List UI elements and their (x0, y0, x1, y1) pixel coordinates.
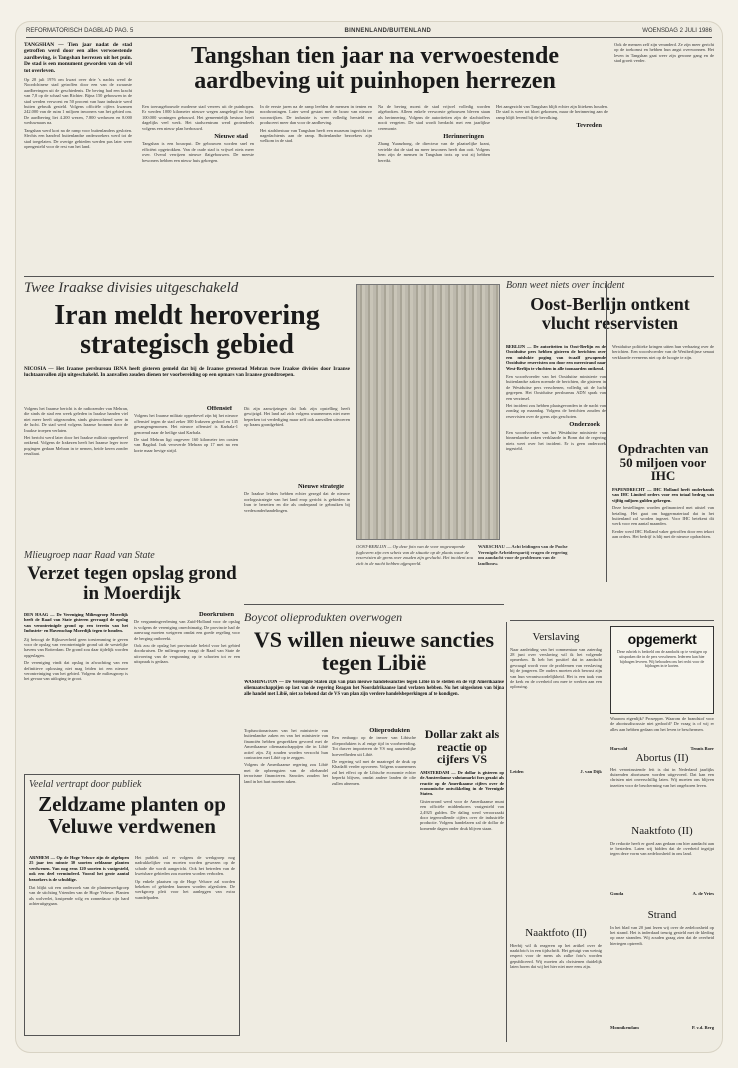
moerdijk-lead: DEN HAAG — De Vereniging Milieugroep Moerdijk heeft de Raad van State gisteren gevraagd de opslag van verontreinigde grond op een terrein van het Industrie- en Havenschap Moerdijk tegen te houden. (24, 612, 128, 634)
verslaving-body: Naar aanleiding van het commentaar van zaterdag 28 juni over verslaving wil ik het volgende opmerken. Ik heb het positief dat in aandacht gevraagd wordt voor de problemen van verslaving bij de jongeren. De ouders moeten zich bewust zijn van hun verantwoordelijkheid. Het is een taak van de kerk en de overheid om mee te werken aan een oplossing. (510, 646, 602, 690)
tangshan-body-8: Zhang Yuanzhong, de directeur van de plaatselijke krant, vertelde dat de stad nu meer inwoners heeft dan ooit. Volgens hem zijn de mensen in Tangshan trots op wat zij hebben bereikt. (378, 141, 490, 163)
veluwe-headline: Zeldzame planten op Veluwe verdwenen (38, 792, 226, 839)
moerdijk-kicker: Mlieugroep naar Raad van State (24, 550, 155, 561)
verslaving-letter (510, 632, 602, 922)
moerdijk-body-2: De vereniging vindt dat opslag in afwachting van een definitieve oplossing niet mag leiden tot een nieuwe verontreiniging van het gebied. Volgens de milieugroep is het gevaar van uitloging te groot. (24, 660, 128, 682)
column-rule (606, 282, 607, 582)
iran-col-2 (134, 406, 238, 480)
libie-col-1 (244, 728, 328, 1028)
iran-subhead-1: Offensief (206, 406, 232, 412)
dollar-lead: AMSTERDAM — De dollar is gisteren op de Amsterdamse valutamarkt fors gezakt als reactie op de Amerikaanse cijfers over de economische ontwikkeling in de Verenigde Staten. (420, 769, 504, 797)
abortus-signature-right: Tennis Boer (690, 746, 714, 751)
tangshan-body-2: Tangshan werd kort na de ramp voor buitenlanders gesloten. Slechts een handvol buitenlandse onderzoekers werd tot de stad toegelaten. De overige gebieden werden pas later weer opengesteld voor de rest van het land. (24, 127, 132, 149)
ihc-lead: PAPENDRECHT — IHC Holland heeft onderhands van IHC Limited orders voor een totaal bedrag van vijftig miljoen gulden gekregen. (612, 486, 714, 503)
libie-subhead-1: Olieprodukten (369, 728, 410, 734)
iran-body-4: De stad Mehran ligt ongeveer 160 kilometer ten oosten van Bagdad. Irak veroverde Mehran op 17 mei na een korte maar hevige strijd. (134, 437, 238, 453)
tangshan-body-10: Ook de mensen zelf zijn veranderd. Ze zijn meer gericht op de toekomst en hebben hun angst overwonnen. Het leven in Tangshan gaat weer zijn gewone gang en de stad groeit verder. (614, 42, 714, 64)
abortus-intro: Waarom eigenlijk? Prosepper. Waarom de brandstof voor de abortusdiscussie niet gedoofd? De vraag is of wij er alles aan hebben gedaan om het leven te beschermen. (610, 716, 714, 732)
tangshan-body-7: Na de beving moest de stad vrijwel volledig worden afgebroken. Alleen enkele verwoeste gebouwen bleven staan als herinnering. Volgens de autoriteiten zijn de slachtoffers nooit vergeten. De stad wordt herdacht met een jaarlijkse ceremonie. (378, 104, 490, 131)
iran-body-6: Dit zijn aanwijzingen dat Irak zijn opstelling heeft gewijzigd. Het land zal zich volgens waarnemers niet meer beperken tot verdediging maar zelf ook aanvallen uitvoeren op Iraans grondgebied. (244, 406, 350, 428)
tangshan-col-4 (378, 104, 490, 270)
veluwe-article (24, 774, 240, 1036)
tangshan-article (24, 42, 714, 274)
strand-signature-place: Monnikendam (610, 1024, 639, 1030)
opgemerkt-box (610, 626, 714, 714)
page-header (26, 28, 712, 38)
libie-col-2 (332, 728, 416, 1028)
dollar-text (420, 770, 504, 1008)
header-left: REFORMATORISCH DAGBLAD PAG. 5 (26, 28, 134, 34)
dollar-body: Gisteravond werd voor de Amerikaanse munt een officiële middenkoers vastgesteld van 2,4925 gulden. De daling werd veroorzaakt door tegenvallende cijfers over de industriële productie. Volgens handelaren zal de dollar de komende dagen onder druk blijven staan. (420, 798, 504, 831)
strand-signature (610, 1025, 714, 1030)
veluwe-lead: ARNHEM — Op de Hoge Veluwe zijn de afgelopen 25 jaar ten minste 30 soorten zeldzame planten verdwenen. Van nog eens 120 soorten is vastgesteld, ook een deel verminderd. Vooral het grote aantal bezoekers is de schuldige. (29, 855, 129, 882)
border-photo (356, 284, 500, 540)
moerdijk-body-3: De vergunningverlening van Zuid-Holland voor de opslag is volgens de vereniging onrechtmatig. De provincie had de aanvraag moeten weigeren omdat een goede regeling voor de berging ontbreekt. (134, 619, 240, 641)
tangshan-body-5: In de eerste jaren na de ramp leefden de mensen in tenten en noodwoningen. Later werd gestart met de bouw van nieuwe woonwijken. De industrie is weer volledig hersteld en produceert meer dan voor de aardbeving. (260, 104, 372, 126)
iran-lead: NICOSIA — Het Iraanse persbureau IRNA heeft gisteren gemeld dat bij de Iraanse grensstad Mehran twee Iraakse divisies door Iraanse luchtaanvallen zijn uitgeschakeld. In aanvallen zouden dienen ter voorbereiding op een opmars van Iraanse grondtroepen. (24, 365, 350, 378)
libie-article (244, 610, 504, 1030)
iran-body-5: De Iraakse leiders hebben echter gezegd dat de nieuwe oorlogsstrategie van het land erop gericht is gebieden in Iran te bezetten en die als onderpand te gebruiken bij vredesonderhandelingen. (244, 491, 350, 513)
oostberlijn-col-1 (506, 344, 606, 580)
libie-body-4: De regering wil met de maatregel de druk op Khadaffi verder opvoeren. Volgens waarnemers zal het effect op de Libische economie echter beperkt blijven, omdat andere landen de olie zullen afnemen. (332, 759, 416, 786)
iran-body-1: Volgens het Iraanse bericht is de radiozender van Mehran, die sinds de stad een week geleden in Iraakse handen viel niet meer heeft uitgezonden, sinds gisterochtend weer in de lucht. De stad werd volgens Iraanse bronnen door de Iraakse troepen verlaten. (24, 406, 128, 433)
iran-col-3 (244, 406, 350, 480)
moerdijk-article (24, 550, 240, 768)
naaktfoto-body: Hierbij wil ik reageren op het artikel over de naaktfoto's in een tijdschrift. Het getuigt van weinig respect voor de mens als zulke foto's worden gepubliceerd. Wij moeten als christenen duidelijk laten horen dat wij het hier niet mee eens zijn. (510, 942, 602, 970)
veluwe-col-2 (135, 855, 235, 1031)
column-rule (510, 620, 714, 621)
abortus-body: Het verontrustende feit is dat in Nederland jaarlijks duizenden abortussen worden uitgevoerd. Dat kan een christen niet onverschillig laten. Wij moeten ons blijven inzetten voor de bescherming van het ongeboren leven. (610, 766, 714, 788)
naaktfoto-title: Naaktfoto (II) (631, 825, 693, 837)
strand-letter (610, 910, 714, 1038)
moerdijk-headline: Verzet tegen opslag grond in Moerdijk (27, 563, 237, 604)
iran-col-3b (244, 484, 350, 586)
iran-body-2: Het bericht werd later door het Iraakse militair opperbevel ontkend. Volgens de Irakezen heeft het Iraanse leger twee pogingen gedaan Mehran in te nemen, beide keren zonder resultaat. (24, 435, 128, 457)
tangshan-col-1 (24, 42, 132, 270)
naaktfoto-body-b: De redactie heeft er goed aan gedaan om hier aandacht aan te besteden. Laten wij bidden dat de overheid ingrijpt tegen deze vorm van zedeloosheid in ons land. (610, 840, 714, 857)
moerdijk-body-1: Zij betoogt de Rijksoverheid geen toestemming te geven voor de opslag van verontreinigde grond uit de westelijke havens van Rotterdam. De grond zou daar tijdelijk worden opgeslagen. (24, 636, 128, 658)
iran-col-1 (24, 406, 128, 480)
abortus-signature (610, 746, 714, 751)
verslaving-signature (510, 769, 602, 774)
veluwe-body-3: Op enkele plaatsen op de Hoge Veluwe zal worden bekeken of gebieden kunnen worden afgesloten. De werkgroep pleit voor het aanleggen van extra wandelpaden. (135, 878, 235, 900)
dollar-article (420, 728, 504, 1028)
tangshan-col-6 (614, 42, 714, 270)
divider (24, 276, 714, 277)
tangshan-body-6: Het stadsbestuur van Tangshan heeft een museum ingericht ter nagedachtenis aan de ramp. Buitenlandse bezoekers zijn welkom in de stad. (260, 127, 372, 144)
libie-kicker: Boycot olieprodukten overwogen (244, 610, 403, 624)
oostberlijn-lead: BERLIJN — De autoriteiten in Oost-Berlijn en de Oostduitse pers hebben gisteren de berichten over een mislukte poging van twaalf gewapende Oostduitse reservisten om door een meerstrand naar West-Berlijn te vluchten in alle toonaarden ontkend. (506, 344, 606, 371)
strand-title: Strand (647, 909, 677, 921)
abortus-letter (610, 716, 714, 826)
column-rule (506, 622, 507, 1042)
opgemerkt-logo: opgemerkt (627, 631, 697, 647)
veluwe-kicker: Veelal vertrapt door publiek (29, 779, 142, 790)
photo-caption: OOST-BERLIJN — Op deze foto van de voor ongewapende fuglovern zijn een schets van de situatie op de plaats waar de reservisten de grens over zouden zijn gevlucht. Het incident zou zich in de nacht hebben afgespeeld. (356, 544, 474, 566)
strand-signature-name: P. v.d. Berg (691, 1024, 714, 1030)
strand-body: In het blad van 20 juni lezen wij over de zedeloosheid op het strand. Het is inderdaad treurig gesteld met de kleding op onze stranden. Wij zouden graag zien dat de overheid hiertegen optreedt. (610, 924, 714, 946)
tangshan-body-3: Een toerusgebouwde moderne stad verrees uit de puinhopen. Er werden 1000 kilometer nieuwe wegen aangelegd en bijna 100.000 woningen gebouwd. Het gemeentelijk bestuur heeft dagelijks veel werk. Het stadscentrum werd grotendeels volgens een nieuw plan herbouwd. (142, 104, 254, 131)
tangshan-col-3 (260, 104, 372, 270)
tangshan-subhead-3: Tevreden (576, 122, 602, 130)
newspaper-page (16, 22, 722, 1052)
verslaving-title: Verslaving (532, 631, 580, 643)
tangshan-subhead-1: Nieuwe stad (214, 133, 248, 141)
oostberlijn-col-2 (612, 344, 714, 440)
naaktfoto-signature-name: A. de Vries (692, 890, 714, 896)
libie-lead: WASHINGTON — De Verenigde Staten zijn van plan nieuwe handelssancties tegen Libië in te stellen en de vijf Amerikaanse oliemaatschappijen op last van de regering Reagan het Noordafrikaanse land verlaten hebben. Nu het uitgesloten van bijna alle handel met Libië, niet zo bekend dat de VS van plan zijn verdere handelsbeperkingen af te kondigen. (244, 680, 504, 697)
libie-body-3: Een embargo op de invoer van Libische olieprodukten is al enige tijd in voorbereiding. Tot dusver importeren de VS nog aanzienlijke hoeveelheden uit Libië. (332, 735, 416, 757)
ihc-body-2: Eerder werd IHC Holland vaker getroffen door een tekort aan orders. Het bedrijf is blij met de nieuwe opdrachten. (612, 528, 714, 540)
abortus-signature-left: Harwold (610, 746, 628, 751)
ihc-headline: Opdrachten van 50 miljoen voor IHC (617, 441, 709, 484)
moerdijk-body-4: Ook zou de opslag het provinciale beleid voor het gebied doorkruisen. De milieugroep vraagt de Raad van State de uitvoering van de vergunning op te schorten tot er een uitspraak is gedaan. (134, 643, 240, 665)
dollar-headline: Dollar zakt als reactie op cijfers VS (424, 727, 500, 767)
tangshan-col-5 (496, 104, 608, 270)
header-section: BINNENLAND/BUITENLAND (344, 28, 432, 34)
tangshan-subhead-2: Herinneringen (443, 133, 484, 141)
veluwe-body-2: Het publiek zal er volgens de werkgroep nog nadrukkelijker van moeten worden gewezen op de schade die wordt aangericht. Ook het betreden van de kwetsbare gebieden zou moeten worden verboden. (135, 855, 235, 877)
ihc-article (612, 442, 714, 602)
moerdijk-col-1 (24, 612, 128, 768)
tangshan-lead: TANGSHAN — Tien jaar nadat de stad getroffen werd door een alles verwoestende aardbeving, is Tangshan herrezen uit het puin. De stad is een monument geworden van de wil tot overleven. (24, 42, 132, 74)
naaktfoto-ii-title: Naaktfoto (II) (525, 927, 587, 939)
column-rule (244, 604, 504, 605)
oostberlijn-body-3: Een woordvoerder van het Westduitse ministerie van binnenlandse zaken verklaarde in Bonn dat de regering niets weet over het incident. Er is geen onderzoek ingesteld. (506, 429, 606, 451)
tangshan-body-1: Op 28 juli 1976 om kwart over drie 's nachts werd de Noordchinese stad getroffen door een van de zwaarste aardbevingen uit de geschiedenis. De beving had een kracht van 7,8 op de schaal van Richter. Bijna 150 gebouwen in de stad werden verwoest en 50 procent van haar industrie werd buiten gebruik gesteld. Volgens officiële cijfers kwamen 242.000 van de ruim 1 miljoen inwoners van het gebied om. De aardbeving liet 4.200 wezen, 7.800 weduwen en 8.000 weduwnaars na. (24, 77, 132, 126)
oostberlijn-body-1: Een woordvoerder van het Oostduitse ministerie van buitenlandse zaken noemde de berichten, die gisteren in de Westduitse pers verschenen, volledig uit de lucht gegrepen. Het Oostduitse persbureau ADN sprak van een verzinsel. (506, 374, 606, 401)
opgemerkt-text: Deze rubriek is bedoeld om de aandacht op te vestigen op uitspraken die in de pers verschenen. Iedereen kan hier bijdragen leveren. Wij behouden ons het recht voor de bijdragen in te korten. (617, 650, 707, 669)
naaktfoto-signature (610, 891, 714, 896)
verslaving-signature-name: J. van Dijk (580, 768, 602, 774)
oostberlijn-subhead-1: Onderzoek (569, 421, 600, 429)
tangshan-body-4: Tangshan is een bouwput. De gebouwen worden snel en efficiënt opgetrokken. Van de oude stad is vrijwel niets meer over. Overal verrijzen nieuwe flatgebouwen. De meeste bewoners hebben een nieuw huis gekregen. (142, 141, 254, 163)
tangshan-col-2 (142, 104, 254, 270)
naaktfoto-letter (610, 826, 714, 906)
libie-body-2: Volgens de Amerikaanse regering zou Libië met de opbrengsten van de oliehandel terrorisme financieren. Sancties zouden het land in het hart moeten raken. (244, 762, 328, 784)
verslaving-signature-place: Leiden (510, 768, 524, 774)
libie-headline: VS willen nieuwe sancties tegen Libië (253, 627, 495, 676)
warschau-caption: WARSCHAU — Acht leidingen van de Poolse Verenigde Arbeiderspartij vragen de regering om aandacht voor de problemen van de landbouw. (478, 544, 568, 566)
iran-subhead-2: Nieuwe strategie (297, 484, 344, 490)
iran-article (24, 280, 350, 480)
ihc-body-1: Deze bestellingen worden gefinancierd met uitstel van betaling. Het gaat om baggermateriaal dat in het buitenland zal worden ingezet. Voor IHC betekent dit werk voor een aantal maanden. (612, 505, 714, 527)
tangshan-headline: Tangshan tien jaar na verwoestende aardbeving uit puinhopen herrezen (190, 43, 560, 95)
oostberlijn-body-4: Westduitse politieke kringen uitten hun verbazing over de berichten. Een woordvoerder van de Westberlijnse senaat verklaarde eveneens niet op de hoogte te zijn. (612, 344, 714, 360)
oostberlijn-body-2: Het incident zou hebben plaatsgevonden in de nacht van zondag op maandag. Volgens de berichten zouden de reservisten over de grens zijn geschoten. (506, 403, 606, 419)
veluwe-col-1 (29, 855, 129, 1031)
naaktfoto-signature-place: Gouda (610, 890, 624, 896)
veluwe-body-1: Dat blijkt uit een onderzoek van de plantenwerkgroep van de stichting Vrienden van de Hoge Veluwe. Planten als wolverlei, kruipende wilg en zonnedauw zijn hard achteruitgegaan. (29, 885, 129, 907)
libie-body-1: Topfunctionarissen van het ministerie van buitenlandse zaken en van het ministerie van financiën hebben gesprekken gevoerd met de Amerikaanse oliemaatschappijen die in Libië actief zijn. Zij zouden worden verzocht hun contracten met Libië op te zeggen. (244, 728, 328, 761)
oostberlijn-headline: Oost-Berlijn ontkent vlucht reservisten (530, 294, 690, 333)
oostberlijn-kicker: Bonn weet niets over incident (506, 280, 625, 291)
ihc-text (612, 487, 714, 583)
naaktfoto-ii-letter (510, 928, 602, 1038)
moerdijk-col-2 (134, 612, 240, 768)
iran-kicker: Twee Iraakse divisies uitgeschakeld (24, 280, 239, 296)
header-date: WOENSDAG 2 JULI 1986 (642, 28, 712, 34)
moerdijk-subhead-1: Doorkruisen (198, 612, 234, 618)
tangshan-body-9: Het aangezicht van Tangshan blijft echter zijn littekens houden. De stad is weer tot bloei gekomen, maar de herinnering aan de ramp blijft levend bij de bevolking. (496, 104, 608, 120)
iran-body-3: Volgens het Iraanse militair opperbevel zijn bij het nieuwe offensief tegen de stad zeker 300 Irakezen gedood en 145 gevangengenomen. Het nieuwe offensief is Karbala-1 genoemd naar de heilige stad Karbala. (134, 413, 238, 435)
iran-headline: Iran meldt herovering strategisch gebied (54, 300, 320, 361)
abortus-title: Abortus (II) (635, 752, 689, 764)
